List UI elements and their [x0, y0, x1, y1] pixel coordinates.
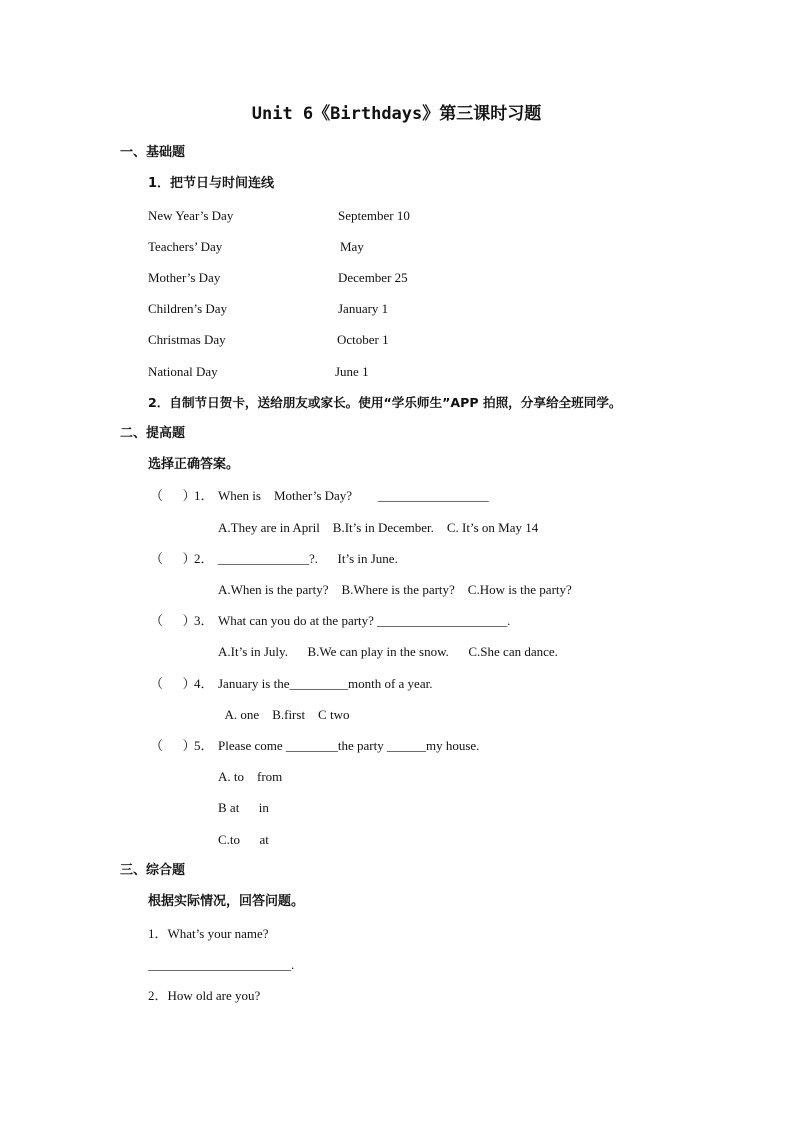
question-text: 2．How old are you?	[148, 988, 261, 1003]
question-text: ______________?. It’s in June.	[218, 551, 398, 566]
date-item: September 10	[338, 208, 410, 223]
question-option: A. to from	[218, 769, 283, 784]
answer-paren[interactable]: （ ）	[150, 676, 196, 691]
question-options: A.They are in April B.It’s in December. C. It’s on May 14	[218, 520, 539, 535]
holiday-item: Christmas Day	[148, 332, 226, 347]
question-text: What can you do at the party? ____________________.	[218, 613, 511, 628]
question-options: A.When is the party? B.Where is the party? C.How is the party?	[218, 582, 572, 597]
question-text: January is the_________month of a year.	[218, 676, 433, 691]
holiday-item: Teachers’ Day	[148, 239, 223, 254]
page-title: Unit 6《Birthdays》第三课时习题	[251, 104, 542, 124]
question-number: 3．	[194, 613, 214, 628]
section-1-q1-label: 1．把节日与时间连线	[148, 176, 275, 191]
answer-paren[interactable]: （ ）	[150, 551, 196, 566]
question-number: 5．	[194, 738, 214, 753]
question-text: Please come ________the party ______my house.	[218, 738, 480, 753]
date-item: October 1	[337, 332, 389, 347]
answer-paren[interactable]: （ ）	[150, 488, 196, 503]
holiday-item: Mother’s Day	[148, 270, 221, 285]
question-options: A.It’s in July. B.We can play in the snow. C.She can dance.	[218, 644, 558, 659]
date-item: January 1	[338, 301, 389, 316]
date-item: June 1	[335, 364, 369, 379]
question-number: 2．	[194, 551, 214, 566]
holiday-item: Children’s Day	[148, 301, 228, 316]
question-text: 1．What’s your name?	[148, 926, 269, 941]
date-item: December 25	[338, 270, 408, 285]
question-number: 4．	[194, 676, 214, 691]
holiday-item: New Year’s Day	[148, 208, 234, 223]
question-number: 1．	[194, 488, 214, 503]
section-3-instruction: 根据实际情况，回答问题。	[148, 894, 305, 909]
section-1-q2-label: 2．自制节日贺卡，送给朋友或家长。使用“学乐师生”APP 拍照，分享给全班同学。	[148, 395, 622, 410]
question-option: B at in	[218, 800, 269, 815]
answer-paren[interactable]: （ ）	[150, 738, 196, 753]
holiday-item: National Day	[148, 364, 218, 379]
section-3-heading: 三、综合题	[120, 863, 186, 878]
question-text: When is Mother’s Day? _________________	[218, 488, 489, 503]
answer-paren[interactable]: （ ）	[150, 613, 196, 628]
date-item: May	[340, 239, 364, 254]
section-2-heading: 二、提高题	[120, 426, 186, 441]
section-2-instruction: 选择正确答案。	[148, 457, 240, 472]
question-options: A. one B.first C two	[222, 707, 350, 722]
question-option: C.to at	[218, 832, 269, 847]
section-1-heading: 一、基础题	[120, 145, 186, 160]
answer-blank[interactable]: ______________________.	[148, 957, 295, 972]
